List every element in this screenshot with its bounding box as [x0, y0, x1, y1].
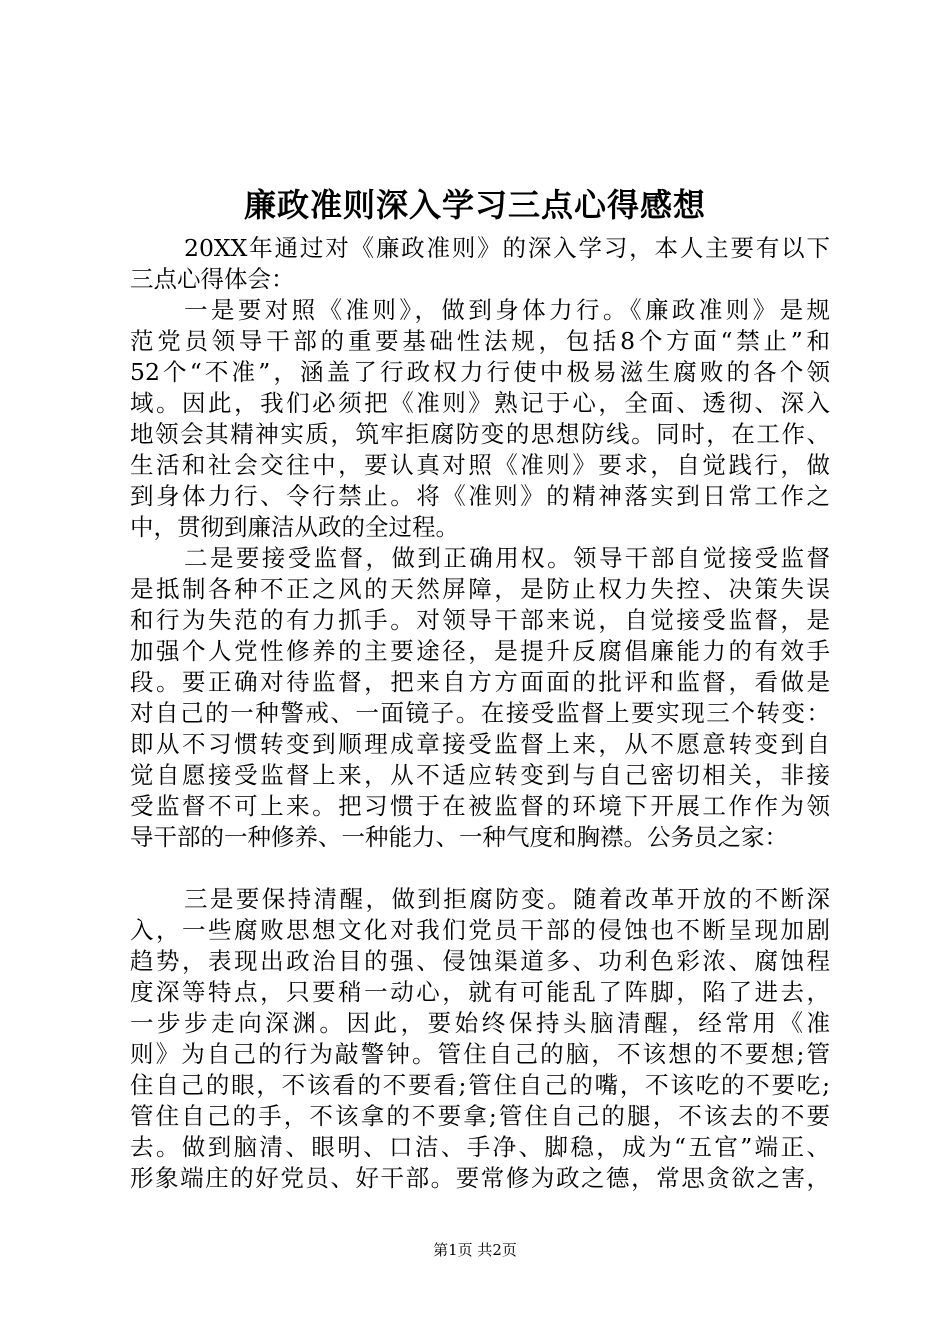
paragraph-line: 52个“不准”，涵盖了行政权力行使中极易滋生腐败的各个领	[130, 358, 830, 386]
paragraph-line: 觉自愿接受监督上来，从不适应转变到与自己密切相关，非接	[130, 761, 830, 789]
paragraph-line: 加强个人党性修养的主要途径，是提升反腐倡廉能力的有效手	[130, 637, 830, 665]
paragraph-line: 是抵制各种不正之风的天然屏障，是防止权力失控、决策失误	[130, 575, 830, 603]
paragraph-line: 受监督不可上来。把习惯于在被监督的环境下开展工作作为领	[130, 792, 830, 820]
paragraph-line: 地领会其精神实质，筑牢拒腐防变的思想防线。同时，在工作、	[130, 420, 830, 448]
paragraph-line: 即从不习惯转变到顺理成章接受监督上来，从不愿意转变到自	[130, 730, 830, 758]
paragraph-line: 一是要对照《准则》，做到身体力行。《廉政准则》是规	[184, 296, 830, 324]
paragraph-line: 二是要接受监督，做到正确用权。领导干部自觉接受监督	[184, 544, 830, 572]
paragraph-line: 中，贯彻到廉洁从政的全过程。	[130, 513, 459, 541]
paragraph-line: 范党员领导干部的重要基础性法规，包括8个方面“禁止”和	[130, 327, 830, 355]
paragraph-line: 度深等特点，只要稍一动心，就有可能乱了阵脚，陷了进去，	[130, 978, 830, 1006]
paragraph-line: 趋势，表现出政治目的强、侵蚀渠道多、功利色彩浓、腐蚀程	[130, 947, 830, 975]
paragraph-line: 20XX年通过对《廉政准则》的深入学习，本人主要有以下	[184, 234, 830, 262]
blank-line	[130, 853, 830, 884]
paragraph-line: 三是要保持清醒，做到拒腐防变。随着改革开放的不断深	[184, 885, 830, 913]
paragraph-line: 到身体力行、令行禁止。将《准则》的精神落实到日常工作之	[130, 482, 830, 510]
page-footer: 第1页 共2页	[433, 1241, 517, 1259]
document-body	[130, 233, 830, 1194]
paragraph-line: 则》为自己的行为敲警钟。管住自己的脑，不该想的不要想;管	[130, 1040, 830, 1068]
paragraph-line: 三点心得体会：	[130, 265, 295, 293]
document-title: 廉政准则深入学习三点心得感想	[243, 186, 706, 224]
paragraph-line: 一步步走向深渊。因此，要始终保持头脑清醒，经常用《准	[130, 1009, 830, 1037]
paragraph-line: 对自己的一种警戒、一面镜子。在接受监督上要实现三个转变：	[130, 699, 830, 727]
paragraph-line: 入，一些腐败思想文化对我们党员干部的侵蚀也不断呈现加剧	[130, 916, 830, 944]
paragraph-line: 和行为失范的有力抓手。对领导干部来说，自觉接受监督，是	[130, 606, 830, 634]
paragraph-line: 管住自己的手，不该拿的不要拿;管住自己的腿，不该去的不要	[130, 1102, 830, 1130]
paragraph-line: 导干部的一种修养、一种能力、一种气度和胸襟。公务员之家：	[130, 823, 788, 851]
paragraph-line: 生活和社会交往中，要认真对照《准则》要求，自觉践行，做	[130, 451, 830, 479]
paragraph-line: 形象端庄的好党员、好干部。要常修为政之德，常思贪欲之害，	[130, 1164, 830, 1192]
paragraph-line: 段。要正确对待监督，把来自方方面面的批评和监督，看做是	[130, 668, 830, 696]
paragraph-line: 去。做到脑清、眼明、口洁、手净、脚稳，成为“五官”端正、	[130, 1133, 830, 1161]
paragraph-line: 住自己的眼，不该看的不要看;管住自己的嘴，不该吃的不要吃;	[130, 1071, 830, 1099]
paragraph-line: 域。因此，我们必须把《准则》熟记于心，全面、透彻、深入	[130, 389, 830, 417]
